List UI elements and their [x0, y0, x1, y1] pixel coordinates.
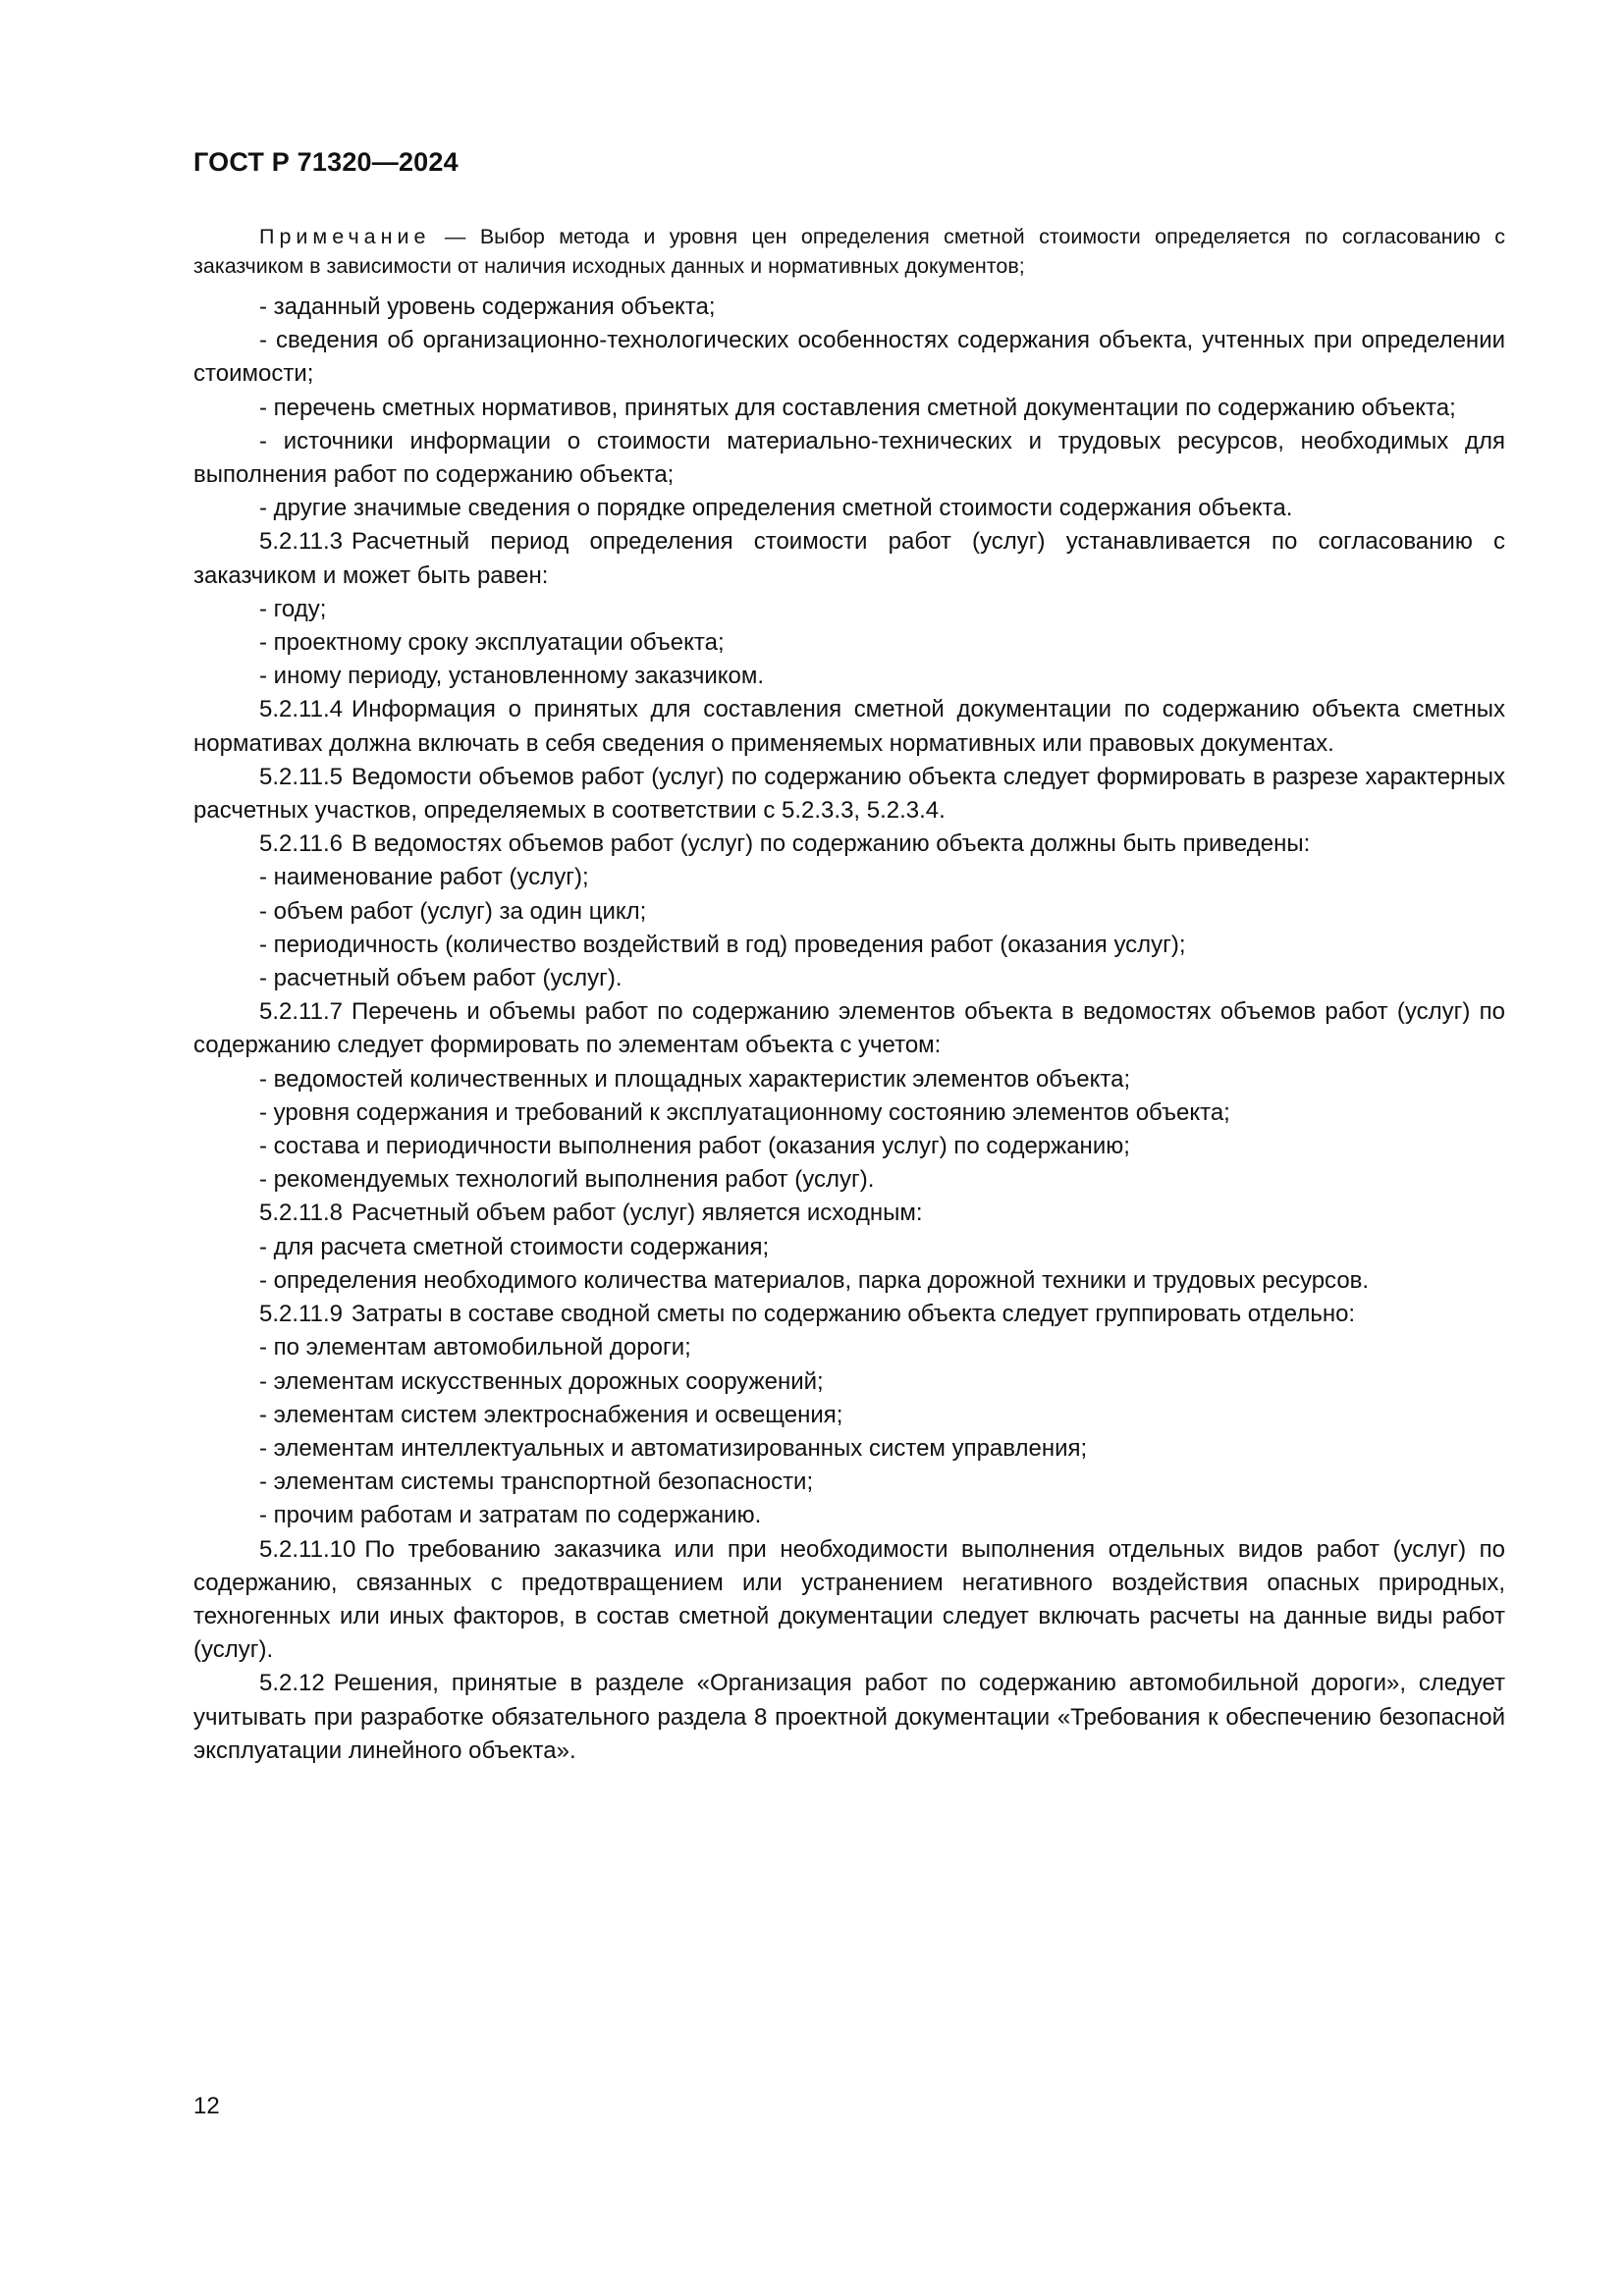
clause-block: [193, 1667, 1505, 1768]
clause-paragraph: [193, 1197, 1505, 1230]
clause-block: [193, 1298, 1505, 1532]
clause-number: 5.2.11.3: [259, 528, 343, 556]
clause-text: Решения, принятые в разделе «Организация работ по содержанию автомобильной дороги», следует учитывать при разработке обязательного раздела 8 проектной документации «Требования к обеспечению безопасной эксплуатации линейного объекта».: [193, 1670, 1505, 1764]
list-item: - году;: [259, 595, 327, 622]
list-item: - сведения об организационно-технологических особенностях содержания объекта, учтенных при определении стоимости;: [193, 327, 1505, 388]
clause-block: [193, 1197, 1505, 1298]
list-item: - элементам искусственных дорожных сооружений;: [259, 1367, 824, 1395]
clause-block: [193, 1533, 1505, 1668]
clause-text: В ведомостях объемов работ (услуг) по содержанию объекта должны быть приведены:: [351, 830, 1311, 858]
clause-paragraph: [193, 1533, 1505, 1668]
clause-number: 5.2.11.8: [259, 1200, 343, 1227]
clause-block: [193, 525, 1505, 693]
note-paragraph: [193, 222, 1505, 281]
clause-list: [193, 291, 1505, 1768]
list-item: - периодичность (количество воздействий в год) проведения работ (оказания услуг);: [259, 931, 1186, 958]
list-item: - наименование работ (услуг);: [259, 864, 589, 891]
clause-block: [193, 291, 1505, 525]
clause-text: По требованию заказчика или при необходимости выполнения отдельных видов работ (услуг) по содержанию, связанных с предотвращением или устранением негативного воздействия опасных природных, техногенных или иных факторов, в состав сметной документации следует включать расчеты на данные виды работ (услуг).: [193, 1535, 1505, 1664]
list-item: - уровня содержания и требований к эксплуатационному состоянию элементов объекта;: [259, 1098, 1230, 1126]
list-item: - прочим работам и затратам по содержанию.: [259, 1502, 762, 1529]
clause-number: 5.2.11.9: [259, 1301, 343, 1328]
list-item: - расчетный объем работ (услуг).: [259, 965, 623, 992]
clause-number: 5.2.11.10: [259, 1535, 356, 1563]
clause-paragraph: [193, 1298, 1505, 1331]
list-item: - элементам интеллектуальных и автоматизированных систем управления;: [259, 1434, 1088, 1462]
list-item: - элементам системы транспортной безопасности;: [259, 1468, 814, 1496]
clause-paragraph: [193, 995, 1505, 1062]
list-item: - определения необходимого количества материалов, парка дорожной техники и трудовых ресурсов.: [259, 1266, 1370, 1294]
list-item: - состава и периодичности выполнения работ (оказания услуг) по содержанию;: [259, 1133, 1130, 1160]
list-item: - по элементам автомобильной дороги;: [259, 1334, 691, 1362]
clause-number: 5.2.11.5: [259, 763, 343, 790]
list-item: - рекомендуемых технологий выполнения работ (услуг).: [259, 1166, 875, 1194]
clause-block: [193, 828, 1505, 995]
clause-number: 5.2.11.6: [259, 830, 343, 858]
clause-text: Расчетный объем работ (услуг) является исходным:: [351, 1200, 923, 1227]
clause-paragraph: [193, 525, 1505, 592]
list-item: - объем работ (услуг) за один цикл;: [259, 897, 647, 925]
clause-text: Информация о принятых для составления сметной документации по содержанию объекта сметных нормативах должна включать в себя сведения о применяемых нормативных или правовых документах.: [193, 696, 1505, 757]
clause-number: 5.2.11.7: [259, 998, 343, 1026]
list-item: - другие значимые сведения о порядке определения сметной стоимости содержания объекта.: [259, 495, 1293, 522]
list-item: - перечень сметных нормативов, принятых для составления сметной документации по содержанию объекта;: [259, 394, 1456, 421]
note-text: — Выбор метода и уровня цен определения сметной стоимости определяется по согласованию с заказчиком в зависимости от наличия исходных данных и нормативных документов;: [193, 225, 1505, 278]
list-item: - проектному сроку эксплуатации объекта;: [259, 629, 725, 657]
clause-paragraph: [193, 761, 1505, 828]
clause-block: [193, 761, 1505, 828]
clause-paragraph: [193, 1667, 1505, 1768]
clause-text: Перечень и объемы работ по содержанию элементов объекта в ведомостях объемов работ (услуг) по содержанию следует формировать по элементам объекта с учетом:: [193, 998, 1505, 1059]
list-item: - для расчета сметной стоимости содержания;: [259, 1233, 770, 1260]
clause-text: Затраты в составе сводной сметы по содержанию объекта следует группировать отдельно:: [351, 1301, 1356, 1328]
list-item: - иному периоду, установленному заказчиком.: [259, 663, 765, 690]
clause-number: 5.2.12: [259, 1670, 325, 1697]
clause-number: 5.2.11.4: [259, 696, 343, 723]
page-number: 12: [193, 2093, 220, 2119]
list-item: - заданный уровень содержания объекта;: [259, 294, 716, 320]
document-header: ГОСТ Р 71320—2024: [193, 147, 459, 177]
list-item: - элементам систем электроснабжения и освещения;: [259, 1401, 843, 1428]
list-item: - ведомостей количественных и площадных характеристик элементов объекта;: [259, 1065, 1131, 1093]
clause-paragraph: [193, 693, 1505, 760]
note-label: Примечание: [259, 225, 431, 248]
list-item: - источники информации о стоимости материально-технических и трудовых ресурсов, необходимых для выполнения работ по содержанию объекта;: [193, 427, 1505, 489]
clause-text: Ведомости объемов работ (услуг) по содержанию объекта следует формировать в разрезе характерных расчетных участков, определяемых в соответствии с 5.2.3.3, 5.2.3.4.: [193, 763, 1505, 825]
clause-block: [193, 693, 1505, 760]
page-content: [193, 222, 1505, 1768]
clause-block: [193, 995, 1505, 1197]
clause-text: Расчетный период определения стоимости работ (услуг) устанавливается по согласованию с заказчиком и может быть равен:: [193, 528, 1505, 589]
clause-paragraph: [193, 828, 1505, 861]
